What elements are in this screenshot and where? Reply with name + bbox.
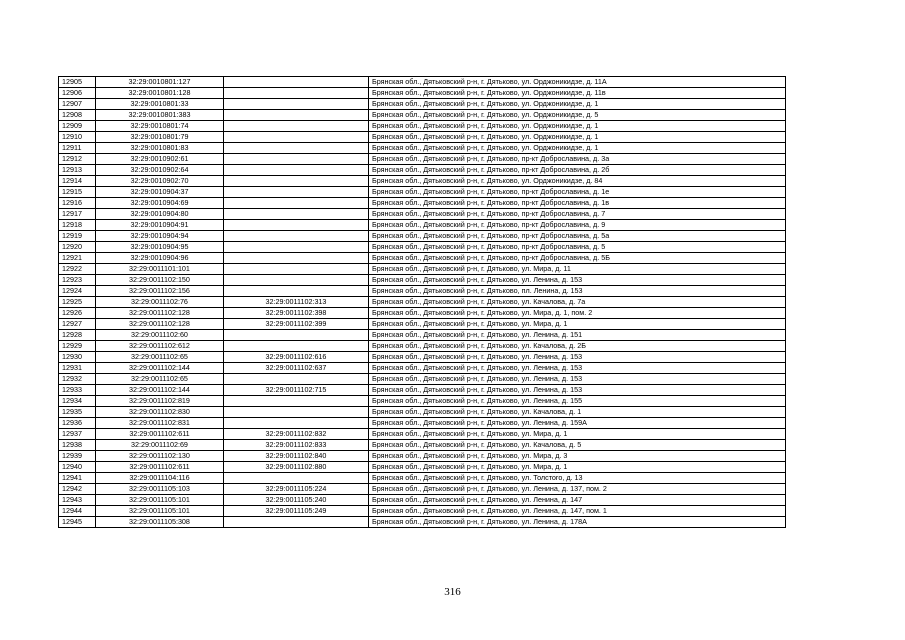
address-cell: Брянская обл., Дятьковский р-н, г. Дятьково, ул. Ленина, д. 153 (369, 374, 786, 385)
cadastral-number-cell: 32:29:0011105:308 (96, 517, 224, 528)
row-number-cell: 12924 (59, 286, 96, 297)
linked-cadastral-number-cell (224, 198, 369, 209)
table-row (59, 418, 786, 429)
linked-cadastral-number-cell (224, 517, 369, 528)
linked-cadastral-number-cell (224, 286, 369, 297)
cadastral-number-cell: 32:29:0011102:60 (96, 330, 224, 341)
row-number-cell: 12938 (59, 440, 96, 451)
table-row (59, 286, 786, 297)
linked-cadastral-number-cell: 32:29:0011102:637 (224, 363, 369, 374)
row-number-cell: 12910 (59, 132, 96, 143)
linked-cadastral-number-cell: 32:29:0011102:840 (224, 451, 369, 462)
cadastral-number-cell: 32:29:0010801:33 (96, 99, 224, 110)
table-row (59, 308, 786, 319)
row-number-cell: 12935 (59, 407, 96, 418)
row-number-cell: 12933 (59, 385, 96, 396)
linked-cadastral-number-cell (224, 121, 369, 132)
linked-cadastral-number-cell: 32:29:0011102:832 (224, 429, 369, 440)
row-number-cell: 12914 (59, 176, 96, 187)
cadastral-number-cell: 32:29:0010904:96 (96, 253, 224, 264)
cadastral-number-cell: 32:29:0011102:156 (96, 286, 224, 297)
table-row (59, 77, 786, 88)
table-row (59, 341, 786, 352)
address-cell: Брянская обл., Дятьковский р-н, г. Дятьково, пл. Ленина, д. 153 (369, 286, 786, 297)
address-cell: Брянская обл., Дятьковский р-н, г. Дятьково, ул. Ленина, д. 153 (369, 352, 786, 363)
address-cell: Брянская обл., Дятьковский р-н, г. Дятьково, пр-кт Доброславина, д. 9 (369, 220, 786, 231)
linked-cadastral-number-cell: 32:29:0011105:240 (224, 495, 369, 506)
linked-cadastral-number-cell (224, 231, 369, 242)
address-cell: Брянская обл., Дятьковский р-н, г. Дятьково, ул. Ленина, д. 147, пом. 1 (369, 506, 786, 517)
linked-cadastral-number-cell: 32:29:0011105:224 (224, 484, 369, 495)
table-row (59, 154, 786, 165)
linked-cadastral-number-cell (224, 253, 369, 264)
address-cell: Брянская обл., Дятьковский р-н, г. Дятьково, ул. Орджоникидзе, д. 11А (369, 77, 786, 88)
row-number-cell: 12908 (59, 110, 96, 121)
address-cell: Брянская обл., Дятьковский р-н, г. Дятьково, ул. Ленина, д. 159А (369, 418, 786, 429)
address-cell: Брянская обл., Дятьковский р-н, г. Дятьково, ул. Мира, д. 1 (369, 429, 786, 440)
address-cell: Брянская обл., Дятьковский р-н, г. Дятьково, ул. Орджоникидзе, д. 1 (369, 121, 786, 132)
row-number-cell: 12917 (59, 209, 96, 220)
row-number-cell: 12940 (59, 462, 96, 473)
address-cell: Брянская обл., Дятьковский р-н, г. Дятьково, ул. Орджоникидзе, д. 84 (369, 176, 786, 187)
table-row (59, 484, 786, 495)
linked-cadastral-number-cell (224, 99, 369, 110)
table-row (59, 451, 786, 462)
cadastral-number-cell: 32:29:0011101:101 (96, 264, 224, 275)
address-cell: Брянская обл., Дятьковский р-н, г. Дятьково, ул. Качалова, д. 5 (369, 440, 786, 451)
address-cell: Брянская обл., Дятьковский р-н, г. Дятьково, ул. Ленина, д. 178А (369, 517, 786, 528)
address-cell: Брянская обл., Дятьковский р-н, г. Дятьково, ул. Орджоникидзе, д. 1 (369, 132, 786, 143)
linked-cadastral-number-cell: 32:29:0011102:833 (224, 440, 369, 451)
address-cell: Брянская обл., Дятьковский р-н, г. Дятьково, ул. Ленина, д. 155 (369, 396, 786, 407)
cadastral-number-cell: 32:29:0010801:383 (96, 110, 224, 121)
cadastral-number-cell: 32:29:0011102:611 (96, 462, 224, 473)
cadastral-number-cell: 32:29:0010902:70 (96, 176, 224, 187)
cadastral-number-cell: 32:29:0010904:91 (96, 220, 224, 231)
table-row (59, 253, 786, 264)
table-row (59, 495, 786, 506)
table-row (59, 143, 786, 154)
table-row (59, 374, 786, 385)
address-cell: Брянская обл., Дятьковский р-н, г. Дятьково, ул. Качалова, д. 1 (369, 407, 786, 418)
property-register-table (58, 76, 786, 528)
row-number-cell: 12931 (59, 363, 96, 374)
cadastral-number-cell: 32:29:0011102:128 (96, 319, 224, 330)
cadastral-number-cell: 32:29:0011102:144 (96, 385, 224, 396)
table-row (59, 88, 786, 99)
cadastral-number-cell: 32:29:0011102:76 (96, 297, 224, 308)
cadastral-number-cell: 32:29:0011105:101 (96, 506, 224, 517)
table-row (59, 506, 786, 517)
cadastral-number-cell: 32:29:0010801:128 (96, 88, 224, 99)
linked-cadastral-number-cell (224, 88, 369, 99)
address-cell: Брянская обл., Дятьковский р-н, г. Дятьково, пр-кт Доброславина, д. 5Б (369, 253, 786, 264)
table-row (59, 264, 786, 275)
row-number-cell: 12944 (59, 506, 96, 517)
row-number-cell: 12912 (59, 154, 96, 165)
table-row (59, 462, 786, 473)
cadastral-number-cell: 32:29:0011102:69 (96, 440, 224, 451)
table-row (59, 132, 786, 143)
linked-cadastral-number-cell (224, 242, 369, 253)
row-number-cell: 12921 (59, 253, 96, 264)
linked-cadastral-number-cell: 32:29:0011102:715 (224, 385, 369, 396)
row-number-cell: 12922 (59, 264, 96, 275)
address-cell: Брянская обл., Дятьковский р-н, г. Дятьково, ул. Мира, д. 1 (369, 462, 786, 473)
table-row (59, 473, 786, 484)
address-cell: Брянская обл., Дятьковский р-н, г. Дятьково, ул. Ленина, д. 147 (369, 495, 786, 506)
linked-cadastral-number-cell (224, 275, 369, 286)
table-row (59, 275, 786, 286)
cadastral-number-cell: 32:29:0011102:819 (96, 396, 224, 407)
table-row (59, 99, 786, 110)
cadastral-number-cell: 32:29:0011102:612 (96, 341, 224, 352)
address-cell: Брянская обл., Дятьковский р-н, г. Дятьково, ул. Ленина, д. 151 (369, 330, 786, 341)
address-cell: Брянская обл., Дятьковский р-н, г. Дятьково, ул. Толстого, д. 13 (369, 473, 786, 484)
table-row (59, 187, 786, 198)
linked-cadastral-number-cell (224, 220, 369, 231)
cadastral-number-cell: 32:29:0011102:144 (96, 363, 224, 374)
address-cell: Брянская обл., Дятьковский р-н, г. Дятьково, пр-кт Доброславина, д. 1е (369, 187, 786, 198)
address-cell: Брянская обл., Дятьковский р-н, г. Дятьково, ул. Мира, д. 11 (369, 264, 786, 275)
cadastral-number-cell: 32:29:0011105:101 (96, 495, 224, 506)
row-number-cell: 12930 (59, 352, 96, 363)
linked-cadastral-number-cell (224, 396, 369, 407)
cadastral-number-cell: 32:29:0011102:831 (96, 418, 224, 429)
row-number-cell: 12936 (59, 418, 96, 429)
table-row (59, 396, 786, 407)
cadastral-number-cell: 32:29:0011102:128 (96, 308, 224, 319)
row-number-cell: 12906 (59, 88, 96, 99)
cadastral-number-cell: 32:29:0010801:127 (96, 77, 224, 88)
row-number-cell: 12913 (59, 165, 96, 176)
address-cell: Брянская обл., Дятьковский р-н, г. Дятьково, ул. Ленина, д. 153 (369, 275, 786, 286)
linked-cadastral-number-cell (224, 418, 369, 429)
table-row (59, 407, 786, 418)
table-row (59, 198, 786, 209)
row-number-cell: 12929 (59, 341, 96, 352)
table-row (59, 440, 786, 451)
table-row (59, 429, 786, 440)
cadastral-number-cell: 32:29:0011102:611 (96, 429, 224, 440)
cadastral-number-cell: 32:29:0011102:65 (96, 374, 224, 385)
row-number-cell: 12907 (59, 99, 96, 110)
cadastral-number-cell: 32:29:0010902:64 (96, 165, 224, 176)
row-number-cell: 12923 (59, 275, 96, 286)
linked-cadastral-number-cell (224, 110, 369, 121)
linked-cadastral-number-cell: 32:29:0011102:313 (224, 297, 369, 308)
row-number-cell: 12916 (59, 198, 96, 209)
address-cell: Брянская обл., Дятьковский р-н, г. Дятьково, ул. Орджоникидзе, д. 1 (369, 143, 786, 154)
address-cell: Брянская обл., Дятьковский р-н, г. Дятьково, ул. Орджоникидзе, д. 5 (369, 110, 786, 121)
row-number-cell: 12905 (59, 77, 96, 88)
address-cell: Брянская обл., Дятьковский р-н, г. Дятьково, ул. Орджоникидзе, д. 11в (369, 88, 786, 99)
table-row (59, 385, 786, 396)
table-row (59, 121, 786, 132)
row-number-cell: 12911 (59, 143, 96, 154)
row-number-cell: 12942 (59, 484, 96, 495)
cadastral-number-cell: 32:29:0011102:830 (96, 407, 224, 418)
table-row (59, 352, 786, 363)
cadastral-number-cell: 32:29:0011102:150 (96, 275, 224, 286)
cadastral-number-cell: 32:29:0010801:79 (96, 132, 224, 143)
row-number-cell: 12915 (59, 187, 96, 198)
cadastral-number-cell: 32:29:0010904:69 (96, 198, 224, 209)
table-row (59, 110, 786, 121)
row-number-cell: 12945 (59, 517, 96, 528)
address-cell: Брянская обл., Дятьковский р-н, г. Дятьково, ул. Мира, д. 1, пом. 2 (369, 308, 786, 319)
linked-cadastral-number-cell (224, 165, 369, 176)
linked-cadastral-number-cell (224, 374, 369, 385)
linked-cadastral-number-cell: 32:29:0011105:249 (224, 506, 369, 517)
cadastral-number-cell: 32:29:0010801:83 (96, 143, 224, 154)
cadastral-number-cell: 32:29:0010904:80 (96, 209, 224, 220)
row-number-cell: 12909 (59, 121, 96, 132)
row-number-cell: 12926 (59, 308, 96, 319)
row-number-cell: 12927 (59, 319, 96, 330)
linked-cadastral-number-cell (224, 341, 369, 352)
linked-cadastral-number-cell (224, 330, 369, 341)
address-cell: Брянская обл., Дятьковский р-н, г. Дятьково, ул. Мира, д. 3 (369, 451, 786, 462)
address-cell: Брянская обл., Дятьковский р-н, г. Дятьково, пр-кт Доброславина, д. 2б (369, 165, 786, 176)
linked-cadastral-number-cell: 32:29:0011102:398 (224, 308, 369, 319)
row-number-cell: 12943 (59, 495, 96, 506)
table-row (59, 220, 786, 231)
row-number-cell: 12937 (59, 429, 96, 440)
cadastral-number-cell: 32:29:0010801:74 (96, 121, 224, 132)
table-row (59, 330, 786, 341)
cadastral-number-cell: 32:29:0010904:37 (96, 187, 224, 198)
linked-cadastral-number-cell (224, 209, 369, 220)
address-cell: Брянская обл., Дятьковский р-н, г. Дятьково, пр-кт Доброславина, д. 7 (369, 209, 786, 220)
linked-cadastral-number-cell: 32:29:0011102:399 (224, 319, 369, 330)
address-cell: Брянская обл., Дятьковский р-н, г. Дятьково, пр-кт Доброславина, д. 1в (369, 198, 786, 209)
address-cell: Брянская обл., Дятьковский р-н, г. Дятьково, ул. Мира, д. 1 (369, 319, 786, 330)
linked-cadastral-number-cell: 32:29:0011102:616 (224, 352, 369, 363)
address-cell: Брянская обл., Дятьковский р-н, г. Дятьково, пр-кт Доброславина, д. 3а (369, 154, 786, 165)
address-cell: Брянская обл., Дятьковский р-н, г. Дятьково, пр-кт Доброславина, д. 5а (369, 231, 786, 242)
row-number-cell: 12925 (59, 297, 96, 308)
page-number: 316 (444, 586, 461, 598)
address-cell: Брянская обл., Дятьковский р-н, г. Дятьково, пр-кт Доброславина, д. 5 (369, 242, 786, 253)
linked-cadastral-number-cell: 32:29:0011102:880 (224, 462, 369, 473)
linked-cadastral-number-cell (224, 143, 369, 154)
table-body (59, 77, 786, 528)
address-cell: Брянская обл., Дятьковский р-н, г. Дятьково, ул. Качалова, д. 2Б (369, 341, 786, 352)
cadastral-number-cell: 32:29:0011104:116 (96, 473, 224, 484)
linked-cadastral-number-cell (224, 77, 369, 88)
cadastral-number-cell: 32:29:0011102:65 (96, 352, 224, 363)
linked-cadastral-number-cell (224, 264, 369, 275)
table-row (59, 176, 786, 187)
linked-cadastral-number-cell (224, 154, 369, 165)
address-cell: Брянская обл., Дятьковский р-н, г. Дятьково, ул. Качалова, д. 7а (369, 297, 786, 308)
cadastral-number-cell: 32:29:0011105:103 (96, 484, 224, 495)
row-number-cell: 12939 (59, 451, 96, 462)
table-row (59, 363, 786, 374)
cadastral-number-cell: 32:29:0010902:61 (96, 154, 224, 165)
address-cell: Брянская обл., Дятьковский р-н, г. Дятьково, ул. Орджоникидзе, д. 1 (369, 99, 786, 110)
row-number-cell: 12941 (59, 473, 96, 484)
table-row (59, 297, 786, 308)
address-cell: Брянская обл., Дятьковский р-н, г. Дятьково, ул. Ленина, д. 153 (369, 363, 786, 374)
address-cell: Брянская обл., Дятьковский р-н, г. Дятьково, ул. Ленина, д. 153 (369, 385, 786, 396)
row-number-cell: 12934 (59, 396, 96, 407)
row-number-cell: 12920 (59, 242, 96, 253)
row-number-cell: 12932 (59, 374, 96, 385)
linked-cadastral-number-cell (224, 473, 369, 484)
linked-cadastral-number-cell (224, 407, 369, 418)
table-row (59, 319, 786, 330)
cadastral-number-cell: 32:29:0010904:94 (96, 231, 224, 242)
table-row (59, 242, 786, 253)
linked-cadastral-number-cell (224, 176, 369, 187)
row-number-cell: 12918 (59, 220, 96, 231)
linked-cadastral-number-cell (224, 187, 369, 198)
address-cell: Брянская обл., Дятьковский р-н, г. Дятьково, ул. Ленина, д. 137, пом. 2 (369, 484, 786, 495)
table-row (59, 165, 786, 176)
row-number-cell: 12928 (59, 330, 96, 341)
table-row (59, 209, 786, 220)
cadastral-number-cell: 32:29:0011102:130 (96, 451, 224, 462)
table-row (59, 231, 786, 242)
cadastral-number-cell: 32:29:0010904:95 (96, 242, 224, 253)
table-row (59, 517, 786, 528)
row-number-cell: 12919 (59, 231, 96, 242)
linked-cadastral-number-cell (224, 132, 369, 143)
